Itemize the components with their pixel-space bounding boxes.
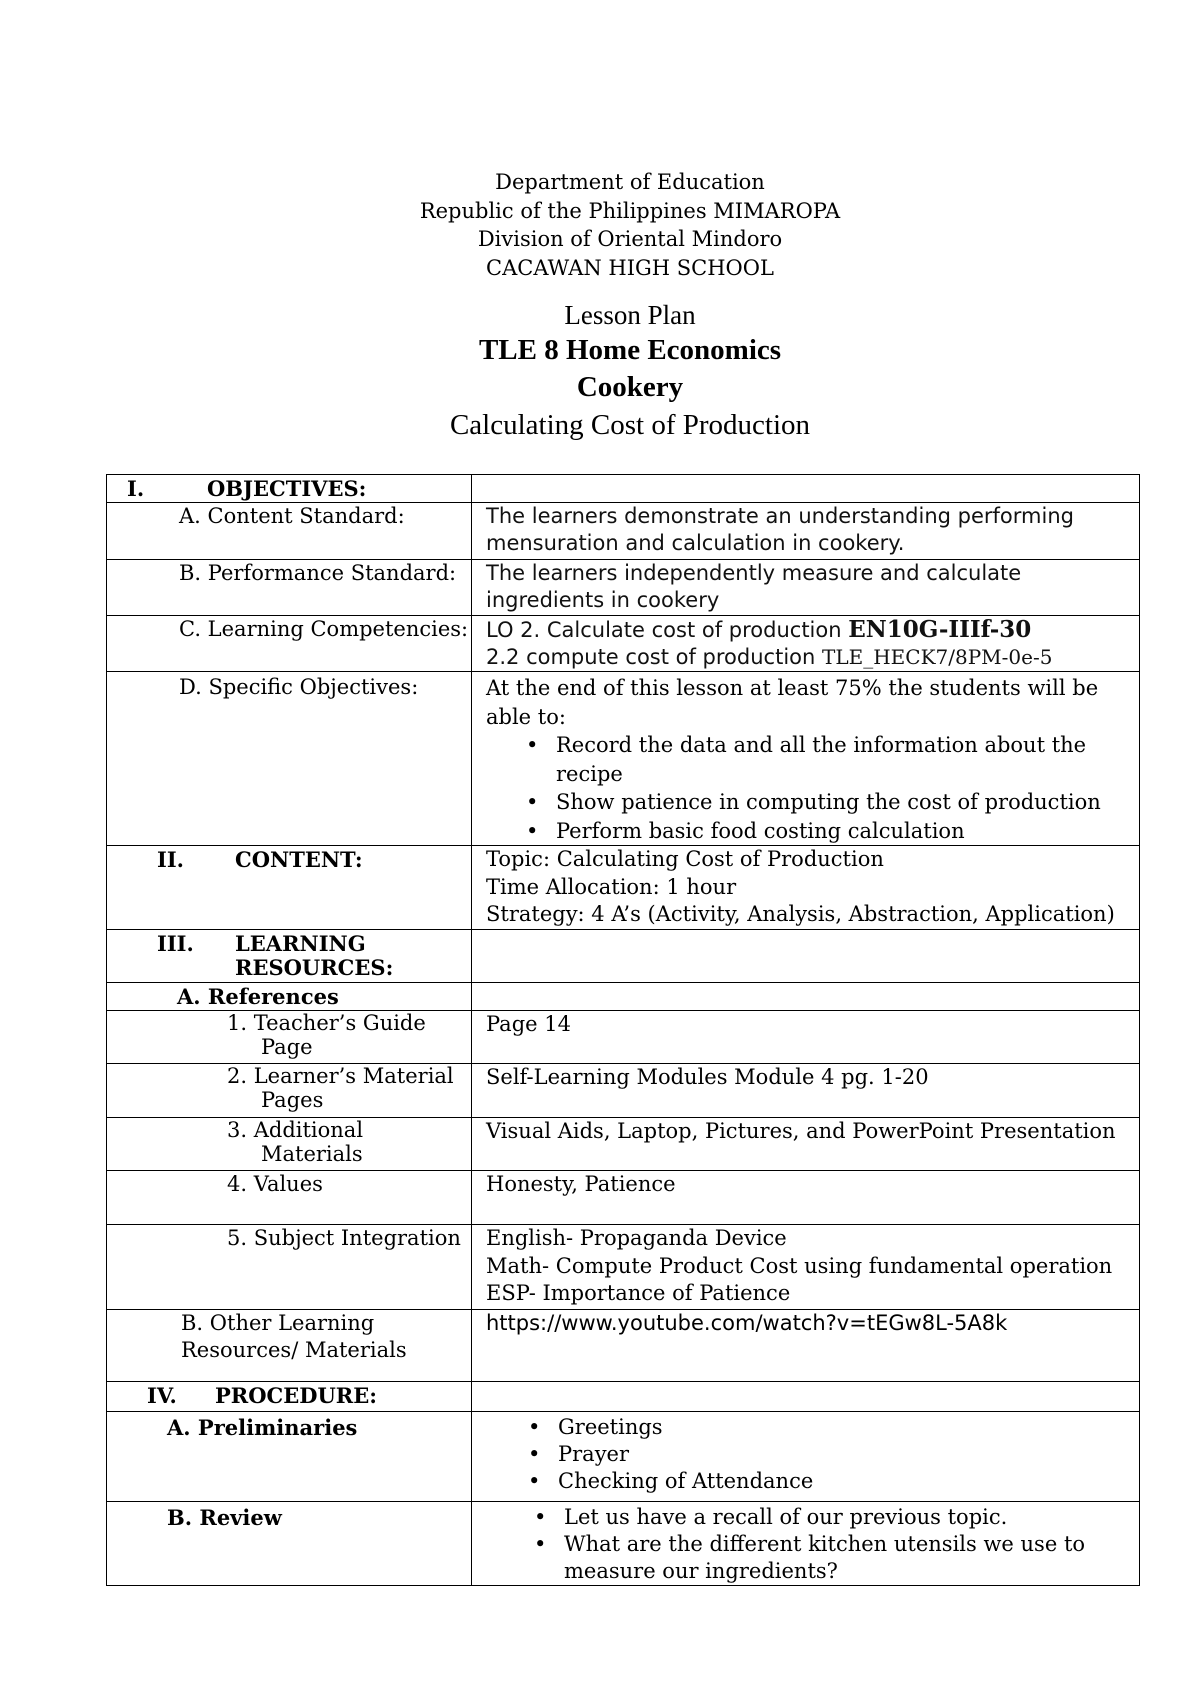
competencies-label: C. Learning Competencies:	[179, 617, 469, 641]
competency-line-2: 2.2 compute cost of production TLE_HECK7/8PM-0e-5	[486, 645, 1053, 669]
competency-code-1: EN10G-IIIf-30	[848, 616, 1032, 643]
topic-title: Calculating Cost of Production	[449, 409, 811, 441]
subject-integration-row	[107, 1225, 1140, 1310]
section-number: I.	[127, 476, 145, 501]
resources-row	[107, 930, 1140, 983]
list-item: • Prayer	[558, 1441, 1139, 1468]
references-label: A. References	[107, 983, 472, 1011]
lesson-plan-title: Lesson Plan	[564, 300, 696, 330]
review-list	[486, 1504, 1139, 1585]
reference-value: Visual Aids, Laptop, Pictures, and PowerPoint Presentation	[472, 1118, 1140, 1171]
resources-heading-line2: RESOURCES:	[235, 955, 394, 980]
content-time: Time Allocation: 1 hour	[486, 874, 737, 899]
preliminaries-label: A. Preliminaries	[107, 1412, 472, 1502]
list-item: • Perform basic food costing calculation	[556, 817, 1139, 846]
content-standard-value: The learners demonstrate an understanding performing mensuration and calculation in cookery.	[472, 503, 1140, 560]
other-resources-row: B. Other Learning Resources/ Materials https://www.youtube.com/watch?v=tEGw8L-5A8k	[107, 1310, 1140, 1382]
performance-standard-value: The learners independently measure and calculate ingredients in cookery	[472, 560, 1140, 616]
reference-row-values: 4. Values Honesty, Patience	[107, 1171, 1140, 1225]
specific-objectives-list	[486, 731, 1139, 845]
specific-objectives-intro: At the end of this lesson at least 75% the students will be able to:	[486, 676, 1099, 729]
specific-objectives-label: D. Specific Objectives:	[179, 675, 419, 699]
school-header	[0, 168, 1200, 282]
reference-value: Self-Learning Modules Module 4 pg. 1-20	[472, 1064, 1140, 1118]
list-item: • Checking of Attendance	[558, 1468, 1139, 1495]
content-standard-row	[107, 503, 1140, 560]
preliminaries-list	[486, 1414, 1139, 1495]
header-department: Department of Education	[495, 170, 765, 194]
list-item: • Record the data and all the information about the recipe	[556, 731, 1139, 788]
objectives-row	[107, 475, 1140, 503]
section-number: IV.	[147, 1383, 177, 1408]
competencies-row	[107, 616, 1140, 672]
section-number: III.	[157, 931, 194, 956]
procedure-row	[107, 1382, 1140, 1412]
other-resources-link[interactable]: https://www.youtube.com/watch?v=tEGw8L-5A8k	[472, 1310, 1140, 1382]
competency-line-1: LO 2. Calculate cost of production EN10G-IIIf-30	[486, 616, 1032, 643]
content-strategy: Strategy: 4 A’s (Activity, Analysis, Abstraction, Application)	[486, 902, 1115, 926]
review-row	[107, 1502, 1140, 1586]
reference-value: Page 14	[472, 1011, 1140, 1064]
subject-title: TLE 8 Home Economics	[478, 334, 782, 366]
reference-value: Honesty, Patience	[472, 1171, 1140, 1225]
header-republic: Republic of the Philippines MIMAROPA	[419, 198, 841, 223]
performance-standard-label: B. Performance Standard:	[179, 561, 457, 585]
procedure-heading: PROCEDURE:	[215, 1383, 377, 1408]
lesson-titles	[0, 298, 1200, 444]
header-school: CACAWAN HIGH SCHOOL	[486, 255, 774, 280]
content-standard-label: A. Content Standard:	[179, 504, 405, 528]
reference-row-teachers-guide: 1. Teacher’s Guide Page Page 14	[107, 1011, 1140, 1064]
preliminaries-row	[107, 1412, 1140, 1502]
competency-code-2: TLE_HECK7/8PM-0e-5	[822, 645, 1053, 669]
resources-heading-line1: LEARNING	[235, 931, 366, 956]
list-item: • Show patience in computing the cost of production	[556, 788, 1139, 817]
subject-integration-label: 5. Subject Integration	[227, 1226, 461, 1250]
reference-row-learners-material: 2. Learner’s Material Pages Self-Learning Modules Module 4 pg. 1-20	[107, 1064, 1140, 1118]
list-item: • Let us have a recall of our previous topic.	[564, 1504, 1139, 1531]
lesson-plan-table	[106, 474, 1140, 1586]
performance-standard-row	[107, 560, 1140, 616]
header-division: Division of Oriental Mindoro	[477, 227, 783, 251]
section-number: II.	[157, 847, 184, 872]
content-topic: Topic: Calculating Cost of Production	[486, 847, 884, 871]
references-row	[107, 983, 1140, 1011]
reference-row-additional-materials: 3. Additional Materials Visual Aids, Laptop, Pictures, and PowerPoint Presentation	[107, 1118, 1140, 1171]
integration-english: English- Propaganda Device	[486, 1226, 787, 1250]
content-heading: CONTENT:	[235, 847, 363, 872]
objectives-heading: OBJECTIVES:	[207, 476, 367, 501]
content-row	[107, 846, 1140, 930]
review-label: B. Review	[107, 1502, 472, 1586]
specific-objectives-row	[107, 672, 1140, 846]
list-item: • Greetings	[558, 1414, 1139, 1441]
strand-title: Cookery	[576, 371, 684, 403]
list-item: • What are the different kitchen utensils we use to measure our ingredients?	[564, 1531, 1139, 1585]
integration-math: Math- Compute Product Cost using fundamental operation ESP- Importance of Patience	[486, 1253, 1113, 1305]
